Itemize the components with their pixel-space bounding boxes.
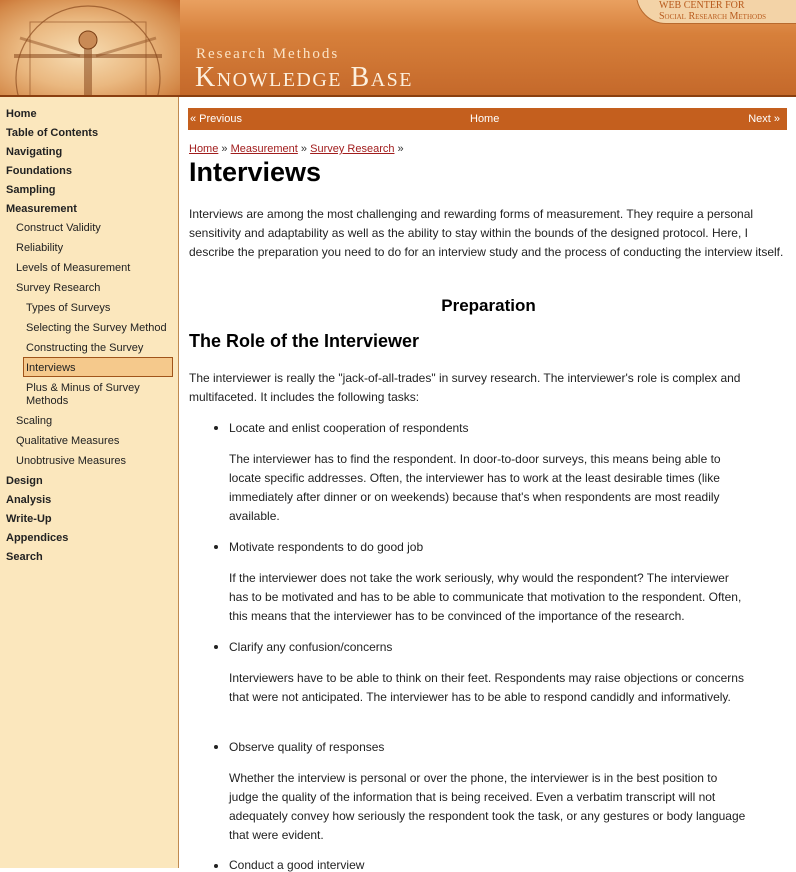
sidebar-item-plus-minus-survey-methods[interactable]: Plus & Minus of Survey Methods [26,382,140,407]
web-center-line2: Social Research Methods [659,11,767,22]
page-navbar [188,108,787,130]
sidebar-item-measurement[interactable]: Measurement [6,203,77,215]
breadcrumb-home[interactable]: Home [189,143,219,155]
next-link[interactable]: Next » [748,113,780,125]
task-description: Interviewers have to be able to think on their feet. Respondents may raise objections or concerns that were not anticipated. The interviewer has to be able to respond candidly and informatively. [229,671,744,704]
sidebar-item-foundations[interactable]: Foundations [6,165,72,177]
bullet-dot [214,426,218,430]
bullet-dot [214,864,218,868]
breadcrumb [189,143,404,155]
sidebar-item-constructing-survey[interactable]: Constructing the Survey [26,342,144,354]
sidebar-item-sampling[interactable]: Sampling [6,184,56,196]
sidebar-item-appendices[interactable]: Appendices [6,532,69,544]
role-intro-paragraph: The interviewer is really the "jack-of-all-trades" in survey research. The interviewer's role is complex and multifaceted. It includes the following tasks: [189,371,741,404]
sidebar-item-survey-research[interactable]: Survey Research [16,282,101,294]
sidebar-item-interviews[interactable]: Interviews [26,362,76,374]
home-link[interactable]: Home [470,113,500,125]
task-label: Motivate respondents to do good job [229,540,424,554]
sidebar-item-selecting-survey-method[interactable]: Selecting the Survey Method [26,322,167,334]
brand-title[interactable]: Knowledge Base [195,62,413,93]
bullet-dot [214,745,218,749]
task-label: Locate and enlist cooperation of respondents [229,421,469,435]
bullet-dot [214,545,218,549]
sidebar-nav [0,97,179,868]
subsection-heading-role: The Role of the Interviewer [189,331,420,351]
bullet-dot [214,645,218,649]
sidebar-item-reliability[interactable]: Reliability [16,242,64,254]
sidebar-item-types-of-surveys[interactable]: Types of Surveys [26,302,111,314]
sidebar-item-unobtrusive-measures[interactable]: Unobtrusive Measures [16,455,127,467]
breadcrumb-survey-research[interactable]: Survey Research [310,143,395,155]
sidebar-item-search[interactable]: Search [6,551,43,563]
sidebar-item-table-of-contents[interactable]: Table of Contents [6,127,99,139]
site-header [0,0,796,97]
web-center-line1: WEB CENTER FOR [659,0,745,11]
sidebar-item-home[interactable]: Home [6,108,37,120]
section-heading-preparation: Preparation [441,296,536,315]
task-description: Whether the interview is personal or over the phone, the interviewer is in the best position to judge the quality of the information that is being received. Even a verbatim transcript will not adequately convey how seriously the respondent took the task, or any gestures or body language that were evident. [229,771,746,842]
page-title: Interviews [189,157,322,187]
vitruvian-man-logo[interactable] [0,0,180,97]
sidebar-item-qualitative-measures[interactable]: Qualitative Measures [16,435,120,447]
previous-link[interactable]: « Previous [190,113,242,125]
sidebar-item-analysis[interactable]: Analysis [6,494,52,506]
sidebar-item-write-up[interactable]: Write-Up [6,513,52,525]
task-label: Clarify any confusion/concerns [229,640,393,654]
sidebar-item-construct-validity[interactable]: Construct Validity [16,222,101,234]
sidebar-item-scaling[interactable]: Scaling [16,415,53,427]
brand-subtitle: Research Methods [196,46,340,62]
web-center-badge[interactable] [636,0,796,24]
breadcrumb-separator: » [221,143,228,155]
breadcrumb-separator: » [300,143,308,155]
sidebar-item-levels-of-measurement[interactable]: Levels of Measurement [16,262,131,274]
task-label: Observe quality of responses [229,740,385,754]
intro-paragraph: Interviews are among the most challenging and rewarding forms of measurement. They require a personal sensitivity and adaptability as well as the ability to stay within the bounds of the designed protocol. Here, I describe the preparation you need to do for an interview study and the process of conducting the interview itself. [189,207,784,259]
sidebar-item-navigating[interactable]: Navigating [6,146,63,158]
task-description: If the interviewer does not take the work seriously, why would the respondent? The interviewer has to be motivated and has to be able to communicate that motivation to the respondent. Often, this means that the interviewer has to be convinced of the importance of the research. [229,571,742,623]
sidebar-item-design[interactable]: Design [6,475,43,487]
task-label: Conduct a good interview [229,858,365,872]
breadcrumb-separator: » [397,143,404,155]
breadcrumb-measurement[interactable]: Measurement [230,143,298,155]
task-description: The interviewer has to find the respondent. In door-to-door surveys, this means being able to locate specific addresses. Often, the interviewer has to work at the least desirable times (like immediately after dinner or on weekends) because that's when respondents are most readily available. [229,452,721,523]
